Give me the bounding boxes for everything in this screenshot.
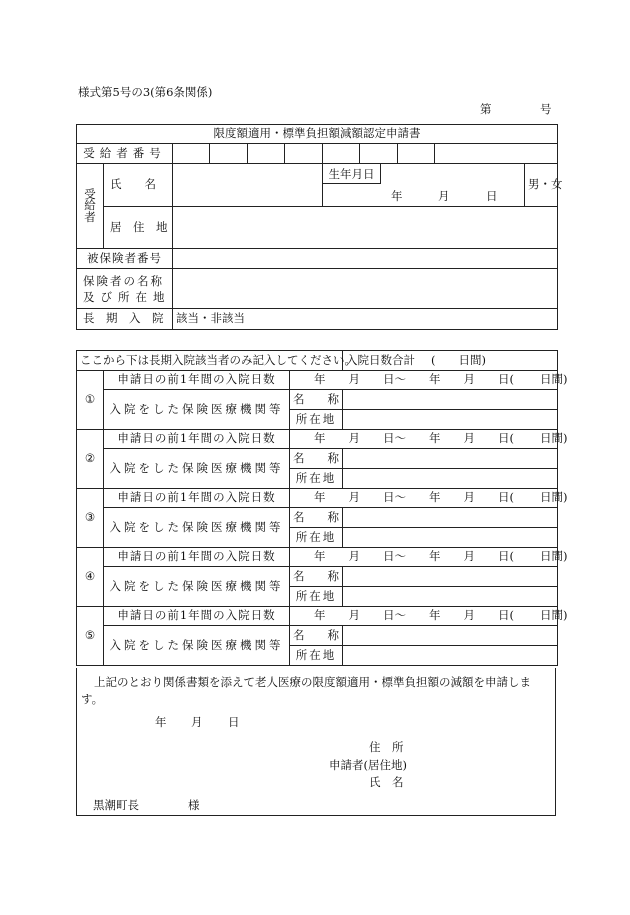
entry-date-range[interactable] xyxy=(290,548,568,567)
insurer-label xyxy=(77,269,173,309)
form-title: 限度額適用・標準負担額減額認定申請書 xyxy=(77,125,558,144)
dob-month-unit: 月 xyxy=(438,189,450,203)
name-field[interactable] xyxy=(173,164,323,207)
hospital-entry xyxy=(76,547,568,607)
entry-days-unit: 日間) xyxy=(540,549,568,564)
entry-days-label: 申請日の前1年間の入院日数 xyxy=(104,548,290,567)
gender-options[interactable]: 男・女 xyxy=(525,164,558,207)
entry-days-unit: 日間) xyxy=(540,608,568,623)
entry-institution-label: 入院をした保険医療機関等 xyxy=(104,567,290,607)
total-days-cell[interactable] xyxy=(343,351,558,371)
entry-address-label: 所在地 xyxy=(290,469,343,489)
recipient-number-digit-6[interactable] xyxy=(360,144,398,164)
entry-days-unit: 日間) xyxy=(540,372,568,387)
entry-institution-label: 入院をした保険医療機関等 xyxy=(104,449,290,489)
entry-date-range[interactable] xyxy=(290,489,568,508)
total-days-unit: ( 日間) xyxy=(431,352,486,367)
declaration-text-line1: 上記のとおり関係書類を添えて老人医療の限度額適用・標準負担額の減額を申請しま xyxy=(94,675,531,689)
entry-date-range[interactable] xyxy=(290,371,568,390)
hospital-entry xyxy=(76,606,568,666)
entry-days-unit: 日間) xyxy=(540,431,568,446)
long-term-label: 長 期 入 院 xyxy=(77,309,173,330)
recipient-number-digit-4[interactable] xyxy=(285,144,323,164)
entry-number: ③ xyxy=(77,489,104,548)
entry-institution-label: 入院をした保険医療機関等 xyxy=(104,390,290,430)
entry-name-label: 名 称 xyxy=(290,626,343,646)
entry-name-field[interactable] xyxy=(343,390,558,410)
applicant-label: 申請者(居住地) xyxy=(329,758,407,772)
dob-cell[interactable] xyxy=(323,164,525,207)
entry-address-field[interactable] xyxy=(343,528,558,548)
entry-date-range-text: 年 月 日〜 年 月 日( xyxy=(314,549,514,564)
dob-year-unit: 年 xyxy=(391,189,403,203)
entry-address-field[interactable] xyxy=(343,646,558,666)
entry-name-field[interactable] xyxy=(343,508,558,528)
entry-address-field[interactable] xyxy=(343,410,558,430)
entry-address-field[interactable] xyxy=(343,587,558,607)
recipient-number-digit-5[interactable] xyxy=(323,144,360,164)
entry-name-label: 名 称 xyxy=(290,567,343,587)
hospital-entry xyxy=(76,488,568,548)
name-label: 氏 名 xyxy=(104,164,173,207)
hospital-table xyxy=(76,350,558,371)
form-number-label: 様式第5号の3(第6条関係) xyxy=(78,85,213,99)
addressee: 黒潮町長 xyxy=(93,798,139,812)
residence-field[interactable] xyxy=(173,207,558,249)
dob-label: 生年月日 xyxy=(323,164,381,184)
entry-address-label: 所在地 xyxy=(290,587,343,607)
recipient-number-digit-1[interactable] xyxy=(173,144,210,164)
insurer-field[interactable] xyxy=(173,269,558,309)
date-day-unit: 日 xyxy=(228,715,240,729)
entry-address-label: 所在地 xyxy=(290,528,343,548)
recipient-group-char-1: 受 xyxy=(84,186,96,201)
applicant-address-label: 住 所 xyxy=(369,740,404,754)
date-year-unit: 年 xyxy=(155,715,167,729)
entry-name-label: 名 称 xyxy=(290,508,343,528)
entry-days-label: 申請日の前1年間の入院日数 xyxy=(104,430,290,449)
date-month-unit: 月 xyxy=(191,715,203,729)
recipient-number-digit-7[interactable] xyxy=(398,144,435,164)
long-term-options[interactable]: 該当・非該当 xyxy=(173,309,558,330)
entry-number: ② xyxy=(77,430,104,489)
recipient-number-digit-3[interactable] xyxy=(248,144,285,164)
entry-days-label: 申請日の前1年間の入院日数 xyxy=(104,371,290,390)
recipient-number-digit-8[interactable] xyxy=(435,144,558,164)
entry-number: ① xyxy=(77,371,104,430)
insured-number-field[interactable] xyxy=(173,249,558,269)
entry-address-field[interactable] xyxy=(343,469,558,489)
dob-day-unit: 日 xyxy=(486,189,498,203)
applicant-name-label: 氏 名 xyxy=(369,775,404,789)
entry-number: ⑤ xyxy=(77,607,104,666)
entry-days-label: 申請日の前1年間の入院日数 xyxy=(104,489,290,508)
entry-institution-label: 入院をした保険医療機関等 xyxy=(104,626,290,666)
entry-days-label: 申請日の前1年間の入院日数 xyxy=(104,607,290,626)
entry-days-unit: 日間) xyxy=(540,490,568,505)
residence-label: 居 住 地 xyxy=(104,207,173,249)
hospital-section-note: ここから下は長期入院該当者のみ記入してください。 xyxy=(77,351,343,371)
entry-date-range-text: 年 月 日〜 年 月 日( xyxy=(314,372,514,387)
applicant-table xyxy=(76,124,563,330)
hospital-entry xyxy=(76,370,568,430)
recipient-number-digit-2[interactable] xyxy=(210,144,248,164)
insurer-label-line2: 及び所在地 xyxy=(83,289,171,304)
document-number-prefix: 第 xyxy=(480,102,492,116)
recipient-group-char-3: 者 xyxy=(84,209,96,224)
recipient-group-char-2: 給 xyxy=(84,198,96,213)
entry-date-range-text: 年 月 日〜 年 月 日( xyxy=(314,431,514,446)
entry-name-field[interactable] xyxy=(343,449,558,469)
entry-date-range[interactable] xyxy=(290,430,568,449)
hospital-entry xyxy=(76,429,568,489)
entry-name-label: 名 称 xyxy=(290,390,343,410)
entry-date-range[interactable] xyxy=(290,607,568,626)
entry-name-field[interactable] xyxy=(343,567,558,587)
entry-address-label: 所在地 xyxy=(290,646,343,666)
insurer-label-line1: 保険者の名称 xyxy=(83,273,164,288)
insured-number-label: 被保険者番号 xyxy=(77,249,173,269)
document-number-suffix: 号 xyxy=(540,102,552,116)
recipient-number-label: 受給者番号 xyxy=(77,144,173,164)
recipient-group-label xyxy=(77,164,104,249)
entry-institution-label: 入院をした保険医療機関等 xyxy=(104,508,290,548)
total-days-label: 入院日数合計 xyxy=(346,352,416,367)
entry-date-range-text: 年 月 日〜 年 月 日( xyxy=(314,608,514,623)
entry-name-label: 名 称 xyxy=(290,449,343,469)
entry-number: ④ xyxy=(77,548,104,607)
entry-address-label: 所在地 xyxy=(290,410,343,430)
declaration-box xyxy=(76,668,556,816)
addressee-honorific: 様 xyxy=(188,798,200,812)
entry-date-range-text: 年 月 日〜 年 月 日( xyxy=(314,490,514,505)
entry-name-field[interactable] xyxy=(343,626,558,646)
declaration-text-line2: す。 xyxy=(81,692,104,706)
